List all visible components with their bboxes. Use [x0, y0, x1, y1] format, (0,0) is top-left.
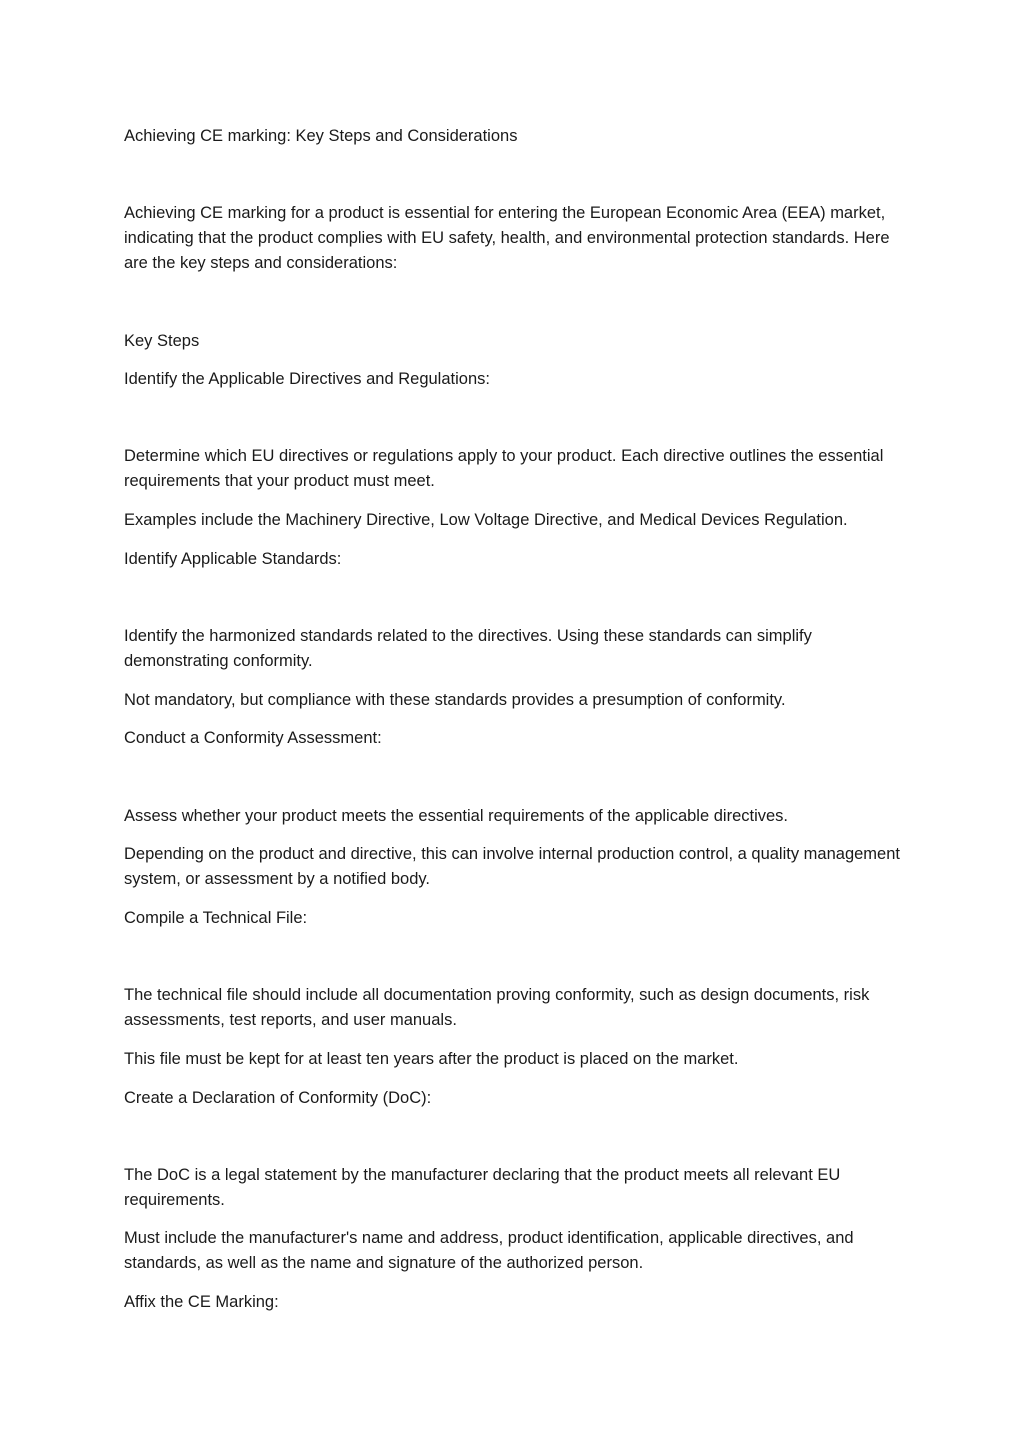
step-paragraph: Assess whether your product meets the essential requirements of the applicable directives. [124, 807, 789, 825]
step-heading: Create a Declaration of Conformity (DoC): [124, 1089, 432, 1107]
intro-paragraph: Achieving CE marking for a product is essential for entering the European Economic Area (EEA) market, indicating that the product complies with EU safety, health, and environmental protection standards. Here are the key steps and considerations: [124, 204, 890, 272]
step-paragraph: Identify the harmonized standards related to the directives. Using these standards can simplify demonstrating conformity. [124, 627, 812, 670]
step-heading: Identify the Applicable Directives and Regulations: [124, 370, 490, 388]
section-heading: Key Steps [124, 332, 200, 350]
step-paragraph: The technical file should include all documentation proving conformity, such as design documents, risk assessments, test reports, and user manuals. [124, 986, 870, 1029]
step-heading: Affix the CE Marking: [124, 1293, 279, 1311]
step-heading: Conduct a Conformity Assessment: [124, 729, 382, 747]
step-paragraph: Must include the manufacturer's name and address, product identification, applicable directives, and standards, as well as the name and signature of the authorized person. [124, 1229, 854, 1272]
step-paragraph: Examples include the Machinery Directive, Low Voltage Directive, and Medical Devices Regulation. [124, 511, 848, 529]
step-heading: Identify Applicable Standards: [124, 550, 342, 568]
step-paragraph: Not mandatory, but compliance with these standards provides a presumption of conformity. [124, 691, 786, 709]
step-paragraph: This file must be kept for at least ten years after the product is placed on the market. [124, 1050, 739, 1068]
step-paragraph: Determine which EU directives or regulations apply to your product. Each directive outlines the essential requirements that your product must meet. [124, 447, 884, 490]
step-paragraph: The DoC is a legal statement by the manufacturer declaring that the product meets all relevant EU requirements. [124, 1166, 841, 1209]
step-paragraph: Depending on the product and directive, this can involve internal production control, a quality management system, or assessment by a notified body. [124, 845, 900, 888]
step-heading: Compile a Technical File: [124, 909, 308, 927]
document-title: Achieving CE marking: Key Steps and Considerations [124, 127, 518, 145]
